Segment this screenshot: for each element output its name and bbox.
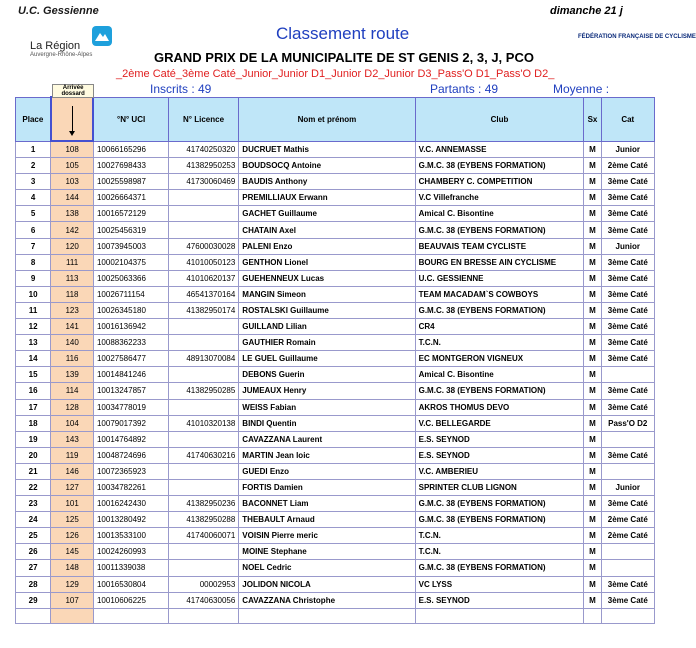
sex-cell: M bbox=[584, 496, 601, 512]
col-cat: Cat bbox=[601, 97, 654, 141]
club-cell: G.M.C. 38 (EYBENS FORMATION) bbox=[415, 512, 584, 528]
race-subtitle: GRAND PRIX DE LA MUNICIPALITE DE ST GENIS 2, 3, J, PCO bbox=[154, 50, 534, 65]
empty-cell bbox=[93, 608, 168, 623]
name-cell: MARTIN Jean loic bbox=[239, 447, 415, 463]
category-cell: 3ème Caté bbox=[601, 254, 654, 270]
club-cell: G.M.C. 38 (EYBENS FORMATION) bbox=[415, 222, 584, 238]
table-row bbox=[16, 512, 655, 528]
category-cell: 3ème Caté bbox=[601, 383, 654, 399]
category-cell: 3ème Caté bbox=[601, 351, 654, 367]
name-cell: FORTIS Damien bbox=[239, 479, 415, 495]
licence-cell: 41740060071 bbox=[168, 528, 239, 544]
sex-cell: M bbox=[584, 544, 601, 560]
table-row bbox=[16, 496, 655, 512]
name-cell: MANGIN Simeon bbox=[239, 286, 415, 302]
table-row bbox=[16, 270, 655, 286]
club-cell: TEAM MACADAM`S COWBOYS bbox=[415, 286, 584, 302]
club-cell: CHAMBERY C. COMPETITION bbox=[415, 174, 584, 190]
name-cell: DEBONS Guerin bbox=[239, 367, 415, 383]
licence-cell: 41382950253 bbox=[168, 158, 239, 174]
table-row bbox=[16, 479, 655, 495]
place-cell: 26 bbox=[16, 544, 51, 560]
place-cell: 15 bbox=[16, 367, 51, 383]
moyenne-label: Moyenne : bbox=[553, 82, 610, 96]
sex-cell: M bbox=[584, 351, 601, 367]
dossard-cell: 120 bbox=[51, 238, 94, 254]
name-cell: ROSTALSKI Guillaume bbox=[239, 302, 415, 318]
ffc-logo-text: FÉDÉRATION FRANÇAISE DE CYCLISME bbox=[578, 34, 696, 40]
dossard-cell: 108 bbox=[51, 141, 94, 158]
name-cell: MOINE Stephane bbox=[239, 544, 415, 560]
category-cell: 3ème Caté bbox=[601, 174, 654, 190]
name-cell: BOUDSOCQ Antoine bbox=[239, 158, 415, 174]
category-cell: 2ème Caté bbox=[601, 512, 654, 528]
club-cell: AKROS THOMUS DEVO bbox=[415, 399, 584, 415]
category-cell: Junior bbox=[601, 238, 654, 254]
place-cell: 23 bbox=[16, 496, 51, 512]
category-cell: 3ème Caté bbox=[601, 286, 654, 302]
uci-cell: 10026711154 bbox=[93, 286, 168, 302]
dossard-cell: 105 bbox=[51, 158, 94, 174]
uci-cell: 10016530804 bbox=[93, 576, 168, 592]
sex-cell: M bbox=[584, 335, 601, 351]
club-cell: Amical C. Bisontine bbox=[415, 206, 584, 222]
club-cell: BEAUVAIS TEAM CYCLISTE bbox=[415, 238, 584, 254]
category-cell: 3ème Caté bbox=[601, 592, 654, 608]
place-cell: 16 bbox=[16, 383, 51, 399]
dossard-cell: 129 bbox=[51, 576, 94, 592]
region-logo-sub: Auvergne-Rhône-Alpes bbox=[30, 52, 93, 58]
dossard-cell: 146 bbox=[51, 463, 94, 479]
club-cell: E.S. SEYNOD bbox=[415, 447, 584, 463]
dossard-cell: 114 bbox=[51, 383, 94, 399]
table-row bbox=[16, 528, 655, 544]
name-cell: DUCRUET Mathis bbox=[239, 141, 415, 158]
category-cell: 2ème Caté bbox=[601, 528, 654, 544]
empty-row bbox=[16, 608, 655, 623]
licence-cell: 41740630056 bbox=[168, 592, 239, 608]
dossard-cell: 116 bbox=[51, 351, 94, 367]
licence-cell: 41740250320 bbox=[168, 141, 239, 158]
table-row bbox=[16, 206, 655, 222]
licence-cell bbox=[168, 319, 239, 335]
table-row bbox=[16, 383, 655, 399]
name-cell: JUMEAUX Henry bbox=[239, 383, 415, 399]
table-row bbox=[16, 286, 655, 302]
col-uci: °N° UCI bbox=[93, 97, 168, 141]
category-cell: 3ème Caté bbox=[601, 302, 654, 318]
uci-cell: 10014764892 bbox=[93, 431, 168, 447]
table-row bbox=[16, 174, 655, 190]
sex-cell: M bbox=[584, 367, 601, 383]
uci-cell: 10048724696 bbox=[93, 447, 168, 463]
place-cell: 5 bbox=[16, 206, 51, 222]
licence-cell bbox=[168, 431, 239, 447]
dossard-cell: 125 bbox=[51, 512, 94, 528]
table-row bbox=[16, 319, 655, 335]
sex-cell: M bbox=[584, 270, 601, 286]
page-title: Classement route bbox=[276, 24, 410, 43]
category-cell: 3ème Caté bbox=[601, 576, 654, 592]
dossard-cell: 148 bbox=[51, 560, 94, 576]
name-cell: WEISS Fabian bbox=[239, 399, 415, 415]
col-sex: Sx bbox=[584, 97, 601, 141]
licence-cell: 46541370164 bbox=[168, 286, 239, 302]
table-row bbox=[16, 399, 655, 415]
place-cell: 6 bbox=[16, 222, 51, 238]
table-row bbox=[16, 302, 655, 318]
place-cell: 8 bbox=[16, 254, 51, 270]
empty-cell bbox=[168, 608, 239, 623]
uci-cell: 10013280492 bbox=[93, 512, 168, 528]
uci-cell: 10016242430 bbox=[93, 496, 168, 512]
name-cell: NOEL Cedric bbox=[239, 560, 415, 576]
place-cell: 14 bbox=[16, 351, 51, 367]
name-cell: GUILLAND Lilian bbox=[239, 319, 415, 335]
col-place: Place bbox=[16, 97, 51, 141]
table-row bbox=[16, 560, 655, 576]
arrival-label: Arrivée dossard bbox=[52, 84, 95, 98]
club-cell: E.S. SEYNOD bbox=[415, 592, 584, 608]
place-cell: 28 bbox=[16, 576, 51, 592]
dossard-cell: 141 bbox=[51, 319, 94, 335]
uci-cell: 10016572129 bbox=[93, 206, 168, 222]
sex-cell: M bbox=[584, 286, 601, 302]
club-cell: V.C Villefranche bbox=[415, 190, 584, 206]
sex-cell: M bbox=[584, 238, 601, 254]
category-cell: 2ème Caté bbox=[601, 158, 654, 174]
dossard-cell: 140 bbox=[51, 335, 94, 351]
col-name: Nom et prénom bbox=[239, 97, 415, 141]
licence-cell: 41382950288 bbox=[168, 512, 239, 528]
place-cell: 2 bbox=[16, 158, 51, 174]
empty-cell bbox=[601, 608, 654, 623]
uci-cell: 10027698433 bbox=[93, 158, 168, 174]
name-cell: LE GUEL Guillaume bbox=[239, 351, 415, 367]
region-logo-name: La Région bbox=[30, 40, 81, 52]
category-cell: 3ème Caté bbox=[601, 335, 654, 351]
uci-cell: 10073945003 bbox=[93, 238, 168, 254]
name-cell: GAUTHIER Romain bbox=[239, 335, 415, 351]
sex-cell: M bbox=[584, 190, 601, 206]
uci-cell: 10072365923 bbox=[93, 463, 168, 479]
place-cell: 27 bbox=[16, 560, 51, 576]
place-cell: 10 bbox=[16, 286, 51, 302]
licence-cell: 41382950285 bbox=[168, 383, 239, 399]
licence-cell: 41010320138 bbox=[168, 415, 239, 431]
sex-cell: M bbox=[584, 206, 601, 222]
club-cell: Amical C. Bisontine bbox=[415, 367, 584, 383]
table-row bbox=[16, 463, 655, 479]
licence-cell: 48913070084 bbox=[168, 351, 239, 367]
uci-cell: 10026345180 bbox=[93, 302, 168, 318]
name-cell: CHATAIN Axel bbox=[239, 222, 415, 238]
inscrits-count: Inscrits : 49 bbox=[150, 82, 212, 96]
sex-cell: M bbox=[584, 447, 601, 463]
sex-cell: M bbox=[584, 302, 601, 318]
dossard-cell: 104 bbox=[51, 415, 94, 431]
table-row bbox=[16, 544, 655, 560]
category-cell: Junior bbox=[601, 479, 654, 495]
name-cell: THEBAULT Arnaud bbox=[239, 512, 415, 528]
licence-cell bbox=[168, 479, 239, 495]
dossard-cell: 119 bbox=[51, 447, 94, 463]
dossard-cell: 118 bbox=[51, 286, 94, 302]
club-cell: BOURG EN BRESSE AIN CYCLISME bbox=[415, 254, 584, 270]
place-cell: 25 bbox=[16, 528, 51, 544]
uci-cell: 10025456319 bbox=[93, 222, 168, 238]
club-cell: G.M.C. 38 (EYBENS FORMATION) bbox=[415, 158, 584, 174]
sex-cell: M bbox=[584, 319, 601, 335]
table-row bbox=[16, 238, 655, 254]
uci-cell: 10011339038 bbox=[93, 560, 168, 576]
uci-cell: 10034778019 bbox=[93, 399, 168, 415]
licence-cell: 41382950174 bbox=[168, 302, 239, 318]
table-row bbox=[16, 592, 655, 608]
place-cell: 12 bbox=[16, 319, 51, 335]
category-cell: Junior bbox=[601, 141, 654, 158]
category-cell: 3ème Caté bbox=[601, 270, 654, 286]
sex-cell: M bbox=[584, 174, 601, 190]
name-cell: GENTHON Lionel bbox=[239, 254, 415, 270]
dossard-cell: 123 bbox=[51, 302, 94, 318]
club-cell: T.C.N. bbox=[415, 335, 584, 351]
region-logo bbox=[30, 26, 126, 60]
col-licence: N° Licence bbox=[168, 97, 239, 141]
dossard-cell: 128 bbox=[51, 399, 94, 415]
club-cell: CR4 bbox=[415, 319, 584, 335]
licence-cell bbox=[168, 399, 239, 415]
sex-cell: M bbox=[584, 528, 601, 544]
sex-cell: M bbox=[584, 383, 601, 399]
club-cell: V.C. BELLEGARDE bbox=[415, 415, 584, 431]
club-cell: SPRINTER CLUB LIGNON bbox=[415, 479, 584, 495]
dossard-cell: 103 bbox=[51, 174, 94, 190]
table-row bbox=[16, 431, 655, 447]
table-row bbox=[16, 576, 655, 592]
place-cell: 24 bbox=[16, 512, 51, 528]
uci-cell: 10079017392 bbox=[93, 415, 168, 431]
table-row bbox=[16, 190, 655, 206]
club-cell: G.M.C. 38 (EYBENS FORMATION) bbox=[415, 496, 584, 512]
sex-cell: M bbox=[584, 399, 601, 415]
table-row bbox=[16, 141, 655, 158]
category-cell: 3ème Caté bbox=[601, 206, 654, 222]
place-cell: 4 bbox=[16, 190, 51, 206]
place-cell: 17 bbox=[16, 399, 51, 415]
place-cell: 9 bbox=[16, 270, 51, 286]
dossard-cell: 145 bbox=[51, 544, 94, 560]
club-cell: T.C.N. bbox=[415, 544, 584, 560]
uci-cell: 10025063366 bbox=[93, 270, 168, 286]
place-cell: 13 bbox=[16, 335, 51, 351]
table-row bbox=[16, 254, 655, 270]
dossard-cell: 138 bbox=[51, 206, 94, 222]
licence-cell bbox=[168, 560, 239, 576]
uci-cell: 10027586477 bbox=[93, 351, 168, 367]
category-cell: 3ème Caté bbox=[601, 222, 654, 238]
sex-cell: M bbox=[584, 576, 601, 592]
uci-cell: 10025598987 bbox=[93, 174, 168, 190]
race-date: dimanche 21 j bbox=[550, 5, 623, 17]
empty-cell bbox=[51, 608, 94, 623]
dossard-cell: 111 bbox=[51, 254, 94, 270]
place-cell: 21 bbox=[16, 463, 51, 479]
name-cell: GUEHENNEUX Lucas bbox=[239, 270, 415, 286]
empty-cell bbox=[16, 608, 51, 623]
licence-cell: 41382950236 bbox=[168, 496, 239, 512]
uci-cell: 10016136942 bbox=[93, 319, 168, 335]
licence-cell: 41010050123 bbox=[168, 254, 239, 270]
name-cell: BACONNET Liam bbox=[239, 496, 415, 512]
empty-cell bbox=[239, 608, 415, 623]
name-cell: CAVAZZANA Christophe bbox=[239, 592, 415, 608]
table-row bbox=[16, 351, 655, 367]
licence-cell: 47600030028 bbox=[168, 238, 239, 254]
place-cell: 11 bbox=[16, 302, 51, 318]
uci-cell: 10024260993 bbox=[93, 544, 168, 560]
licence-cell: 41010620137 bbox=[168, 270, 239, 286]
empty-cell bbox=[584, 608, 601, 623]
club-cell: E.S. SEYNOD bbox=[415, 431, 584, 447]
place-cell: 18 bbox=[16, 415, 51, 431]
licence-cell: 41730060469 bbox=[168, 174, 239, 190]
table-row bbox=[16, 367, 655, 383]
uci-cell: 10013247857 bbox=[93, 383, 168, 399]
category-cell bbox=[601, 367, 654, 383]
name-cell: VOISIN Pierre meric bbox=[239, 528, 415, 544]
club-name: U.C. Gessienne bbox=[18, 5, 99, 17]
sex-cell: M bbox=[584, 592, 601, 608]
ffc-logo bbox=[578, 34, 696, 64]
club-cell: G.M.C. 38 (EYBENS FORMATION) bbox=[415, 302, 584, 318]
name-cell: JOLIDON NICOLA bbox=[239, 576, 415, 592]
uci-cell: 10013533100 bbox=[93, 528, 168, 544]
club-cell: T.C.N. bbox=[415, 528, 584, 544]
licence-cell bbox=[168, 335, 239, 351]
table-row bbox=[16, 415, 655, 431]
licence-cell bbox=[168, 367, 239, 383]
col-club: Club bbox=[415, 97, 584, 141]
licence-cell: 41740630216 bbox=[168, 447, 239, 463]
dossard-cell: 143 bbox=[51, 431, 94, 447]
sex-cell: M bbox=[584, 431, 601, 447]
col-dossard bbox=[51, 85, 94, 141]
table-row bbox=[16, 335, 655, 351]
dossard-cell: 126 bbox=[51, 528, 94, 544]
table-row bbox=[16, 447, 655, 463]
category-cell bbox=[601, 544, 654, 560]
name-cell: BINDI Quentin bbox=[239, 415, 415, 431]
name-cell: PALENI Enzo bbox=[239, 238, 415, 254]
dossard-cell: 139 bbox=[51, 367, 94, 383]
licence-cell bbox=[168, 463, 239, 479]
sex-cell: M bbox=[584, 141, 601, 158]
place-cell: 3 bbox=[16, 174, 51, 190]
licence-cell bbox=[168, 222, 239, 238]
region-mountain-icon bbox=[92, 26, 112, 46]
name-cell: GUEDI Enzo bbox=[239, 463, 415, 479]
place-cell: 22 bbox=[16, 479, 51, 495]
dossard-cell: 101 bbox=[51, 496, 94, 512]
club-cell: V.C. AMBERIEU bbox=[415, 463, 584, 479]
uci-cell: 10010606225 bbox=[93, 592, 168, 608]
place-cell: 19 bbox=[16, 431, 51, 447]
category-cell: 3ème Caté bbox=[601, 447, 654, 463]
licence-cell bbox=[168, 190, 239, 206]
licence-cell bbox=[168, 544, 239, 560]
table-row bbox=[16, 158, 655, 174]
licence-cell: 00002953 bbox=[168, 576, 239, 592]
categories-line: _2ème Caté_3ème Caté_Junior_Junior D1_Junior D2_Junior D3_Pass'O D1_Pass'O D2_ bbox=[116, 68, 555, 80]
category-cell bbox=[601, 463, 654, 479]
sex-cell: M bbox=[584, 415, 601, 431]
table-row bbox=[16, 222, 655, 238]
place-cell: 29 bbox=[16, 592, 51, 608]
dossard-cell: 144 bbox=[51, 190, 94, 206]
partants-count: Partants : 49 bbox=[430, 82, 499, 96]
category-cell: 3ème Caté bbox=[601, 190, 654, 206]
category-cell: Pass'O D2 bbox=[601, 415, 654, 431]
uci-cell: 10034782261 bbox=[93, 479, 168, 495]
club-cell: EC MONTGERON VIGNEUX bbox=[415, 351, 584, 367]
category-cell bbox=[601, 560, 654, 576]
uci-cell: 10026664371 bbox=[93, 190, 168, 206]
sex-cell: M bbox=[584, 222, 601, 238]
club-cell: G.M.C. 38 (EYBENS FORMATION) bbox=[415, 383, 584, 399]
sex-cell: M bbox=[584, 158, 601, 174]
sex-cell: M bbox=[584, 560, 601, 576]
place-cell: 7 bbox=[16, 238, 51, 254]
dossard-cell: 127 bbox=[51, 479, 94, 495]
club-cell: U.C. GESSIENNE bbox=[415, 270, 584, 286]
licence-cell bbox=[168, 206, 239, 222]
arrow-down-icon bbox=[72, 106, 73, 132]
sex-cell: M bbox=[584, 479, 601, 495]
table-header-row bbox=[16, 97, 655, 141]
uci-cell: 10014841246 bbox=[93, 367, 168, 383]
name-cell: PREMILLIAUX Erwann bbox=[239, 190, 415, 206]
category-cell bbox=[601, 431, 654, 447]
empty-cell bbox=[415, 608, 584, 623]
sex-cell: M bbox=[584, 512, 601, 528]
name-cell: BAUDIS Anthony bbox=[239, 174, 415, 190]
dossard-cell: 142 bbox=[51, 222, 94, 238]
uci-cell: 10088362233 bbox=[93, 335, 168, 351]
category-cell: 3ème Caté bbox=[601, 399, 654, 415]
uci-cell: 10066165296 bbox=[93, 141, 168, 158]
uci-cell: 10002104375 bbox=[93, 254, 168, 270]
name-cell: GACHET Guillaume bbox=[239, 206, 415, 222]
place-cell: 1 bbox=[16, 141, 51, 158]
sex-cell: M bbox=[584, 254, 601, 270]
name-cell: CAVAZZANA Laurent bbox=[239, 431, 415, 447]
place-cell: 20 bbox=[16, 447, 51, 463]
sex-cell: M bbox=[584, 463, 601, 479]
category-cell: 3ème Caté bbox=[601, 496, 654, 512]
club-cell: V.C. ANNEMASSE bbox=[415, 141, 584, 158]
dossard-cell: 113 bbox=[51, 270, 94, 286]
club-cell: VC LYSS bbox=[415, 576, 584, 592]
club-cell: G.M.C. 38 (EYBENS FORMATION) bbox=[415, 560, 584, 576]
category-cell: 3ème Caté bbox=[601, 319, 654, 335]
dossard-cell: 107 bbox=[51, 592, 94, 608]
